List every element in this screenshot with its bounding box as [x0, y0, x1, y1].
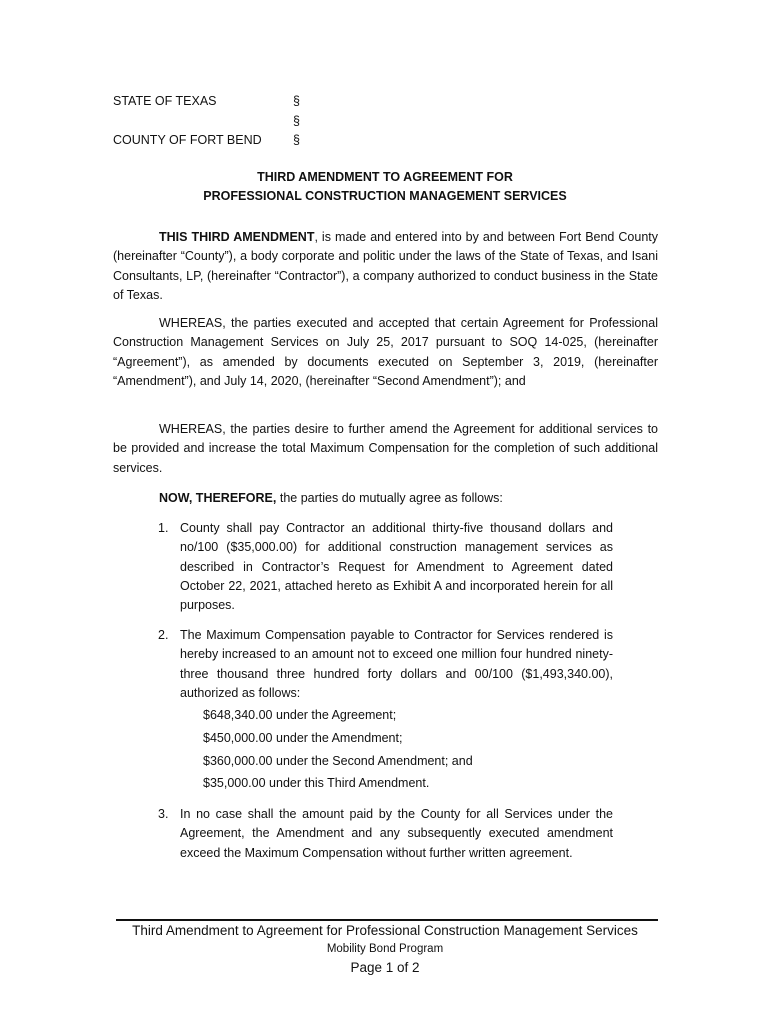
- list-item-number: 2.: [158, 628, 169, 642]
- compensation-line: $35,000.00 under this Third Amendment.: [203, 776, 430, 790]
- list-item-text: County shall pay Contractor an additional thirty-five thousand dollars and no/100 ($35,000.00) for additional construction management services as described in Contractor’s Request for Amendment to Agreement dated October 22, 2021, attached hereto as Exhibit A and incorporated herein for all purposes.: [180, 521, 613, 613]
- compensation-line: $360,000.00 under the Second Amendment; and: [203, 754, 473, 768]
- footer-title: Third Amendment to Agreement for Professional Construction Management Services: [132, 923, 638, 938]
- now-therefore-bold: NOW, THEREFORE,: [159, 491, 277, 505]
- list-item-text: The Maximum Compensation payable to Contractor for Services rendered is hereby increased to an amount not to exceed one million four hundred ninety-three thousand three hundred forty dollars and 00/100 ($1,493,340.00), authorized as follows:: [180, 628, 613, 700]
- page-number: Page 1 of 2: [350, 960, 420, 975]
- list-item-number: 3.: [158, 807, 169, 821]
- compensation-line: $450,000.00 under the Amendment;: [203, 731, 403, 745]
- section-mark: §: [293, 133, 300, 147]
- document-title-line1: THIRD AMENDMENT TO AGREEMENT FOR: [257, 170, 513, 184]
- state-label: STATE OF TEXAS: [113, 94, 217, 108]
- now-therefore-text: the parties do mutually agree as follows:: [276, 491, 503, 505]
- whereas-paragraph-2: [113, 420, 658, 478]
- section-mark: §: [293, 94, 300, 108]
- now-therefore-paragraph: [113, 489, 658, 508]
- footer-divider: [116, 919, 658, 921]
- whereas-text-2: WHEREAS, the parties desire to further amend the Agreement for additional services to be provided and increase the total Maximum Compensation for the completion of such additional services.: [113, 422, 658, 475]
- list-item-number: 1.: [158, 521, 169, 535]
- list-item-text: In no case shall the amount paid by the County for all Services under the Agreement, the Amendment and any subsequently executed amendment exceed the Maximum Compensation without further written agreement.: [180, 807, 613, 860]
- intro-paragraph: [113, 228, 658, 305]
- compensation-line: $648,340.00 under the Agreement;: [203, 708, 397, 722]
- intro-text: , is made and entered into by and between Fort Bend County (hereinafter “County”), a body corporate and politic under the laws of the State of Texas, and Isani Consultants, LP, (hereinafter “Contractor”), a company authorized to conduct business in the State of Texas.: [113, 230, 658, 302]
- county-label: COUNTY OF FORT BEND: [113, 133, 262, 147]
- intro-bold: THIS THIRD AMENDMENT: [159, 230, 315, 244]
- whereas-text-1: WHEREAS, the parties executed and accepted that certain Agreement for Professional Construction Management Services on July 25, 2017 pursuant to SOQ 14-025, (hereinafter “Agreement”), as amended by documents executed on September 3, 2019, (hereinafter “Amendment”), and July 14, 2020, (hereinafter “Second Amendment”); and: [113, 316, 658, 388]
- section-mark: §: [293, 114, 300, 128]
- document-title-line2: PROFESSIONAL CONSTRUCTION MANAGEMENT SERVICES: [203, 189, 567, 203]
- whereas-paragraph-1: [113, 314, 658, 391]
- footer-program: Mobility Bond Program: [326, 943, 444, 955]
